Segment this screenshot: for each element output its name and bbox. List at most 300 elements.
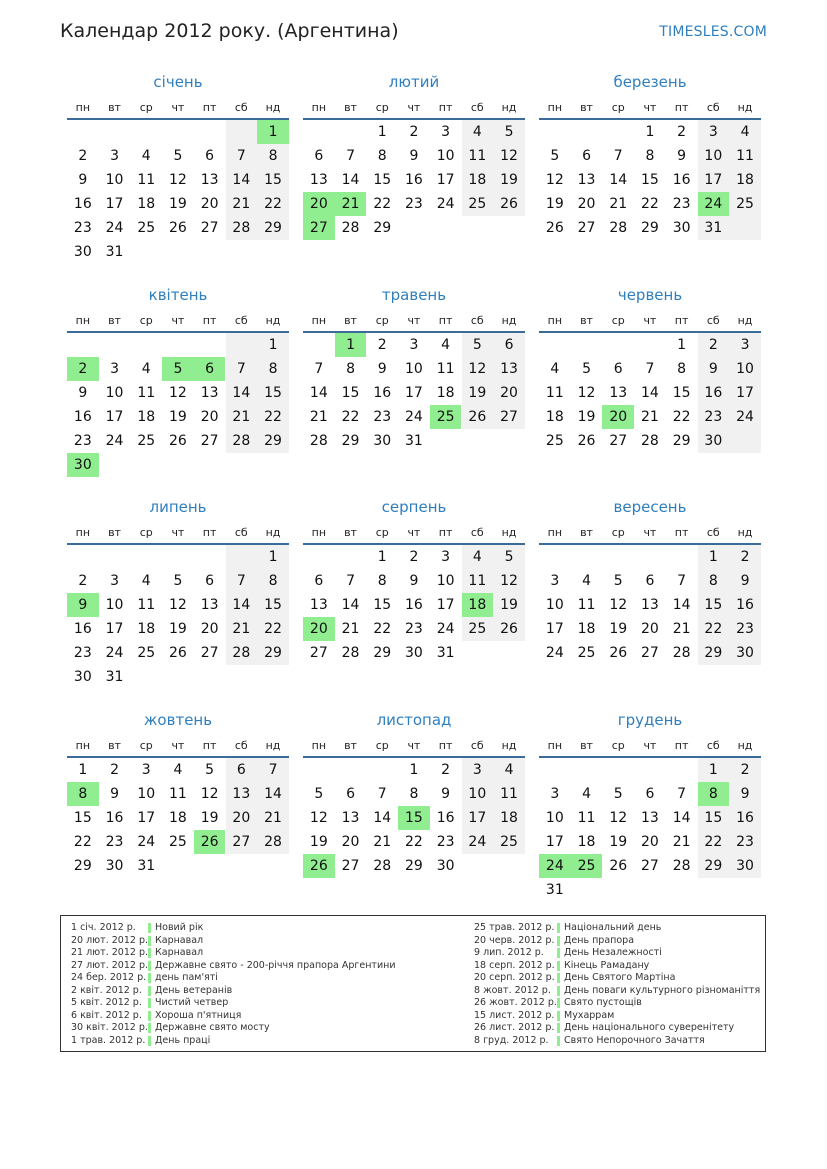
day-cell: 15 xyxy=(641,172,659,188)
day-cell: 11 xyxy=(577,597,596,613)
day-cell: 24 xyxy=(468,834,487,850)
day-cell: 21 xyxy=(672,834,691,850)
day-cell: 11 xyxy=(500,786,518,802)
holiday-name: День Святого Мартіна xyxy=(564,972,676,983)
holiday-day: 25 xyxy=(571,854,603,878)
day-cell: 29 xyxy=(341,433,360,449)
day-cell: 3 xyxy=(708,124,718,140)
weekday-header xyxy=(303,734,525,758)
day-cell: 29 xyxy=(405,858,423,874)
weekday-header xyxy=(303,521,525,545)
day-cell: 23 xyxy=(736,834,754,850)
day-cell: 25 xyxy=(137,433,156,449)
day-cell: 10 xyxy=(105,385,124,401)
day-cell: 14 xyxy=(232,597,251,613)
month-name: вересень xyxy=(613,498,687,516)
weekday-label: чт xyxy=(407,100,421,114)
day-cell: 28 xyxy=(232,433,251,449)
day-cell: 8 xyxy=(346,361,355,377)
day-cell: 13 xyxy=(200,597,219,613)
day-cell: 3 xyxy=(550,573,560,589)
day-cell: 22 xyxy=(405,834,423,850)
day-cell: 15 xyxy=(341,385,360,401)
day-cell: 10 xyxy=(545,597,564,613)
day-cell: 29 xyxy=(264,220,282,236)
holiday-marker xyxy=(148,948,151,958)
day-cell: 9 xyxy=(409,573,419,589)
weekday-label: нд xyxy=(265,525,281,539)
day-cell: 17 xyxy=(105,409,124,425)
holiday-date: 30 квіт. 2012 р. xyxy=(71,1022,148,1033)
holiday-name: Кінець Рамадану xyxy=(564,959,650,971)
day-cell: 18 xyxy=(137,409,156,425)
weekday-label: нд xyxy=(501,313,517,327)
day-cell: 16 xyxy=(736,810,754,826)
holiday-day: 26 xyxy=(194,830,226,854)
day-cell: 24 xyxy=(137,834,156,850)
day-cell: 8 xyxy=(645,148,655,164)
weekday-label: пн xyxy=(75,525,91,539)
day-cell: 2 xyxy=(377,337,387,353)
day-cell: 17 xyxy=(545,621,564,637)
month-days xyxy=(539,333,761,477)
month-days xyxy=(303,758,525,902)
day-cell: 2 xyxy=(740,549,750,565)
day-cell: 5 xyxy=(550,148,560,164)
day-cell: 30 xyxy=(373,433,392,449)
day-cell: 31 xyxy=(137,858,156,874)
day-cell: 30 xyxy=(736,858,754,874)
day-cell: 6 xyxy=(314,148,324,164)
day-cell: 27 xyxy=(341,858,360,874)
holiday-day: 26 xyxy=(303,854,335,878)
holiday-legend xyxy=(60,915,766,1052)
day-cell: 21 xyxy=(264,810,282,826)
day-cell: 17 xyxy=(545,834,564,850)
weekday-label: ср xyxy=(139,525,153,539)
holiday-day: 24 xyxy=(698,192,730,216)
day-cell: 15 xyxy=(264,597,282,613)
day-cell: 22 xyxy=(704,621,723,637)
day-cell: 27 xyxy=(200,645,219,661)
weekday-label: пн xyxy=(311,738,327,752)
day-cell: 7 xyxy=(236,361,246,377)
day-cell: 29 xyxy=(264,433,282,449)
day-cell: 17 xyxy=(468,810,487,826)
day-cell: 13 xyxy=(309,597,328,613)
day-cell: 2 xyxy=(409,124,419,140)
weekday-label: пн xyxy=(311,313,327,327)
month-block xyxy=(303,285,525,477)
holiday-name: День національного суверенітету xyxy=(564,1022,735,1033)
day-cell: 28 xyxy=(341,645,360,661)
weekday-label: пт xyxy=(202,313,217,327)
weekday-label: сб xyxy=(470,738,484,752)
day-cell: 29 xyxy=(264,645,282,661)
weekday-label: нд xyxy=(737,100,753,114)
day-cell: 30 xyxy=(73,669,92,685)
month-name: липень xyxy=(149,498,207,516)
day-cell: 27 xyxy=(641,858,659,874)
day-cell: 25 xyxy=(545,433,564,449)
day-cell: 8 xyxy=(377,148,387,164)
day-cell: 1 xyxy=(708,762,718,778)
weekday-label: чт xyxy=(171,525,185,539)
day-cell: 2 xyxy=(78,573,88,589)
weekday-label: чт xyxy=(643,525,657,539)
weekday-label: пт xyxy=(202,100,217,114)
day-cell: 30 xyxy=(436,858,455,874)
day-cell: 22 xyxy=(373,621,392,637)
day-cell: 11 xyxy=(577,810,596,826)
day-cell: 22 xyxy=(264,196,282,212)
weekday-label: ср xyxy=(375,100,389,114)
day-cell: 24 xyxy=(105,433,124,449)
day-cell: 21 xyxy=(373,834,392,850)
month-name: січень xyxy=(153,73,203,91)
day-cell: 5 xyxy=(582,361,591,377)
day-cell: 8 xyxy=(268,148,278,164)
day-cell: 19 xyxy=(200,810,219,826)
month-block xyxy=(539,497,761,689)
day-cell: 9 xyxy=(110,786,119,802)
day-cell: 8 xyxy=(677,361,687,377)
month-name: жовтень xyxy=(143,711,213,729)
day-cell: 31 xyxy=(545,882,564,898)
day-cell: 11 xyxy=(736,148,754,164)
month-days xyxy=(303,120,525,264)
day-cell: 22 xyxy=(264,409,282,425)
holiday-date: 1 січ. 2012 р. xyxy=(71,922,136,933)
day-cell: 1 xyxy=(677,337,687,353)
day-cell: 28 xyxy=(373,858,392,874)
day-cell: 24 xyxy=(545,645,564,661)
day-cell: 1 xyxy=(409,762,419,778)
weekday-label: пн xyxy=(311,100,327,114)
weekday-label: пт xyxy=(202,738,217,752)
weekday-label: ср xyxy=(611,738,625,752)
weekday-header xyxy=(67,309,289,333)
day-cell: 26 xyxy=(609,858,628,874)
day-cell: 23 xyxy=(73,433,92,449)
day-cell: 3 xyxy=(740,337,750,353)
day-cell: 13 xyxy=(200,385,219,401)
weekday-label: нд xyxy=(501,100,517,114)
day-cell: 3 xyxy=(409,337,419,353)
day-cell: 9 xyxy=(409,148,419,164)
day-cell: 6 xyxy=(613,361,623,377)
holiday-name: Державне свято - 200-річчя прапора Аргентини xyxy=(155,959,396,971)
site-logo-link[interactable]: TIMESLES.COM xyxy=(659,24,767,40)
weekday-label: вт xyxy=(580,738,593,752)
holiday-marker xyxy=(557,973,560,983)
holiday-day: 8 xyxy=(698,782,730,806)
day-cell: 19 xyxy=(577,409,596,425)
day-cell: 23 xyxy=(672,196,691,212)
weekday-header xyxy=(539,734,761,758)
holiday-marker xyxy=(148,923,151,933)
day-cell: 31 xyxy=(704,220,723,236)
weekday-label: чт xyxy=(171,100,185,114)
holiday-name: Карнавал xyxy=(155,947,204,958)
holiday-name: День Незалежності xyxy=(564,947,662,958)
weekday-header xyxy=(539,521,761,545)
day-cell: 14 xyxy=(309,385,328,401)
weekday-label: пн xyxy=(311,525,327,539)
holiday-day: 25 xyxy=(430,405,462,429)
month-days xyxy=(539,120,761,264)
day-cell: 4 xyxy=(472,124,482,140)
day-cell: 21 xyxy=(609,196,628,212)
day-cell: 31 xyxy=(436,645,455,661)
day-cell: 2 xyxy=(78,148,88,164)
holiday-day: 20 xyxy=(303,192,335,216)
month-block xyxy=(303,710,525,902)
day-cell: 19 xyxy=(309,834,328,850)
day-cell: 12 xyxy=(500,148,518,164)
weekday-label: ср xyxy=(375,313,389,327)
holiday-date: 6 квіт. 2012 р. xyxy=(71,1009,142,1021)
weekday-label: нд xyxy=(265,100,281,114)
holiday-marker xyxy=(148,961,151,971)
day-cell: 18 xyxy=(468,172,487,188)
day-cell: 12 xyxy=(200,786,219,802)
weekday-label: ср xyxy=(139,100,153,114)
holiday-date: 1 трав. 2012 р. xyxy=(71,1034,146,1046)
day-cell: 5 xyxy=(173,148,183,164)
day-cell: 30 xyxy=(73,244,92,260)
weekday-label: пн xyxy=(75,313,91,327)
holiday-day: 20 xyxy=(303,617,335,641)
day-cell: 26 xyxy=(169,220,187,236)
weekday-label: ср xyxy=(611,100,625,114)
day-cell: 9 xyxy=(441,786,451,802)
month-block xyxy=(67,285,289,477)
holiday-day: 18 xyxy=(462,593,494,617)
month-block xyxy=(67,72,289,264)
weekday-label: чт xyxy=(171,738,185,752)
month-block xyxy=(539,710,761,902)
day-cell: 17 xyxy=(436,172,455,188)
holiday-day: 6 xyxy=(194,357,226,381)
month-block xyxy=(539,72,761,264)
day-cell: 4 xyxy=(173,762,183,778)
day-cell: 14 xyxy=(672,810,691,826)
holiday-day: 9 xyxy=(67,593,99,617)
day-cell: 18 xyxy=(436,385,455,401)
day-cell: 19 xyxy=(609,834,628,850)
day-cell: 6 xyxy=(205,148,215,164)
day-cell: 20 xyxy=(641,621,659,637)
day-cell: 16 xyxy=(105,810,124,826)
day-cell: 30 xyxy=(704,433,723,449)
day-cell: 15 xyxy=(73,810,92,826)
day-cell: 10 xyxy=(105,172,124,188)
holiday-day: 20 xyxy=(602,405,634,429)
day-cell: 16 xyxy=(373,385,392,401)
day-cell: 19 xyxy=(169,409,187,425)
day-cell: 3 xyxy=(110,361,119,377)
weekday-label: пт xyxy=(438,738,453,752)
holiday-name: Мухаррам xyxy=(564,1009,615,1021)
day-cell: 29 xyxy=(704,858,723,874)
day-cell: 22 xyxy=(704,834,723,850)
weekday-label: сб xyxy=(234,525,248,539)
day-cell: 3 xyxy=(141,762,151,778)
day-cell: 13 xyxy=(500,361,518,377)
holiday-date: 20 лют. 2012 р. xyxy=(71,934,148,946)
day-cell: 26 xyxy=(169,433,187,449)
holiday-date: 26 лист. 2012 р. xyxy=(474,1022,555,1033)
weekday-label: ср xyxy=(611,525,625,539)
day-cell: 21 xyxy=(341,621,360,637)
month-block xyxy=(67,497,289,689)
day-cell: 23 xyxy=(73,220,92,236)
day-cell: 7 xyxy=(236,573,246,589)
day-cell: 20 xyxy=(577,196,596,212)
weekday-label: пт xyxy=(438,100,453,114)
day-cell: 11 xyxy=(137,172,156,188)
day-cell: 17 xyxy=(405,385,423,401)
day-cell: 30 xyxy=(672,220,691,236)
weekday-label: нд xyxy=(737,738,753,752)
weekday-label: сб xyxy=(706,525,720,539)
holiday-name: День прапора xyxy=(564,934,635,946)
day-cell: 4 xyxy=(582,786,591,802)
holiday-marker xyxy=(557,1011,560,1021)
day-cell: 21 xyxy=(309,409,328,425)
day-cell: 2 xyxy=(677,124,687,140)
day-cell: 8 xyxy=(409,786,419,802)
day-cell: 24 xyxy=(436,621,455,637)
day-cell: 7 xyxy=(645,361,655,377)
day-cell: 5 xyxy=(504,549,514,565)
day-cell: 23 xyxy=(373,409,392,425)
weekday-label: пт xyxy=(674,313,689,327)
day-cell: 16 xyxy=(672,172,691,188)
day-cell: 19 xyxy=(468,385,487,401)
day-cell: 21 xyxy=(641,409,659,425)
day-cell: 26 xyxy=(545,220,564,236)
holiday-marker xyxy=(148,986,151,996)
weekday-label: вт xyxy=(344,738,357,752)
day-cell: 22 xyxy=(641,196,659,212)
weekday-label: сб xyxy=(234,100,248,114)
day-cell: 10 xyxy=(468,786,487,802)
month-days xyxy=(67,333,289,477)
holiday-day: 8 xyxy=(67,782,99,806)
day-cell: 19 xyxy=(500,597,518,613)
day-cell: 3 xyxy=(441,124,451,140)
holiday-date: 27 лют. 2012 р. xyxy=(71,959,148,971)
day-cell: 13 xyxy=(309,172,328,188)
holiday-marker xyxy=(557,1023,560,1033)
day-cell: 6 xyxy=(645,573,655,589)
day-cell: 26 xyxy=(609,645,628,661)
holiday-day: 24 xyxy=(539,854,571,878)
day-cell: 5 xyxy=(613,786,623,802)
day-cell: 31 xyxy=(105,669,124,685)
holiday-date: 9 лип. 2012 р. xyxy=(474,947,544,958)
day-cell: 2 xyxy=(409,549,419,565)
day-cell: 4 xyxy=(740,124,750,140)
day-cell: 10 xyxy=(736,361,754,377)
holiday-marker xyxy=(148,1023,151,1033)
day-cell: 10 xyxy=(436,573,455,589)
day-cell: 15 xyxy=(264,172,282,188)
day-cell: 7 xyxy=(613,148,623,164)
day-cell: 27 xyxy=(309,645,328,661)
month-name: квітень xyxy=(148,286,208,304)
day-cell: 6 xyxy=(504,337,514,353)
day-cell: 14 xyxy=(232,385,251,401)
month-days xyxy=(67,545,289,689)
day-cell: 19 xyxy=(500,172,518,188)
weekday-label: ср xyxy=(375,738,389,752)
day-cell: 18 xyxy=(577,621,596,637)
day-cell: 10 xyxy=(105,597,124,613)
weekday-label: нд xyxy=(737,313,753,327)
weekday-label: нд xyxy=(265,738,281,752)
day-cell: 14 xyxy=(641,385,659,401)
weekday-label: ср xyxy=(611,313,625,327)
day-cell: 14 xyxy=(672,597,691,613)
day-cell: 22 xyxy=(73,834,92,850)
holiday-date: 8 груд. 2012 р. xyxy=(474,1034,549,1046)
day-cell: 22 xyxy=(373,196,392,212)
day-cell: 7 xyxy=(346,148,355,164)
day-cell: 20 xyxy=(500,385,518,401)
day-cell: 27 xyxy=(232,834,251,850)
day-cell: 20 xyxy=(232,810,251,826)
holiday-marker xyxy=(557,961,560,971)
holiday-day: 15 xyxy=(398,806,430,830)
day-cell: 17 xyxy=(436,597,455,613)
weekday-label: пн xyxy=(547,738,563,752)
month-days xyxy=(67,758,289,902)
holiday-day: 5 xyxy=(162,357,194,381)
day-cell: 12 xyxy=(309,810,328,826)
day-cell: 23 xyxy=(736,621,754,637)
day-cell: 6 xyxy=(346,786,355,802)
day-cell: 31 xyxy=(405,433,423,449)
day-cell: 1 xyxy=(268,549,278,565)
day-cell: 15 xyxy=(373,172,392,188)
day-cell: 11 xyxy=(468,148,487,164)
day-cell: 15 xyxy=(672,385,691,401)
day-cell: 16 xyxy=(405,172,423,188)
day-cell: 9 xyxy=(708,361,718,377)
day-cell: 9 xyxy=(740,573,750,589)
weekday-label: сб xyxy=(234,738,248,752)
day-cell: 26 xyxy=(468,409,487,425)
day-cell: 4 xyxy=(472,549,482,565)
day-cell: 17 xyxy=(105,196,124,212)
day-cell: 18 xyxy=(137,196,156,212)
day-cell: 21 xyxy=(232,621,251,637)
day-cell: 1 xyxy=(645,124,655,140)
day-cell: 27 xyxy=(577,220,596,236)
day-cell: 8 xyxy=(268,573,278,589)
day-cell: 6 xyxy=(236,762,246,778)
weekday-label: пт xyxy=(438,313,453,327)
day-cell: 27 xyxy=(200,220,219,236)
holiday-marker xyxy=(557,923,560,933)
holiday-name: Новий рік xyxy=(155,922,204,933)
weekday-label: пт xyxy=(674,738,689,752)
day-cell: 29 xyxy=(672,433,691,449)
day-cell: 17 xyxy=(137,810,156,826)
